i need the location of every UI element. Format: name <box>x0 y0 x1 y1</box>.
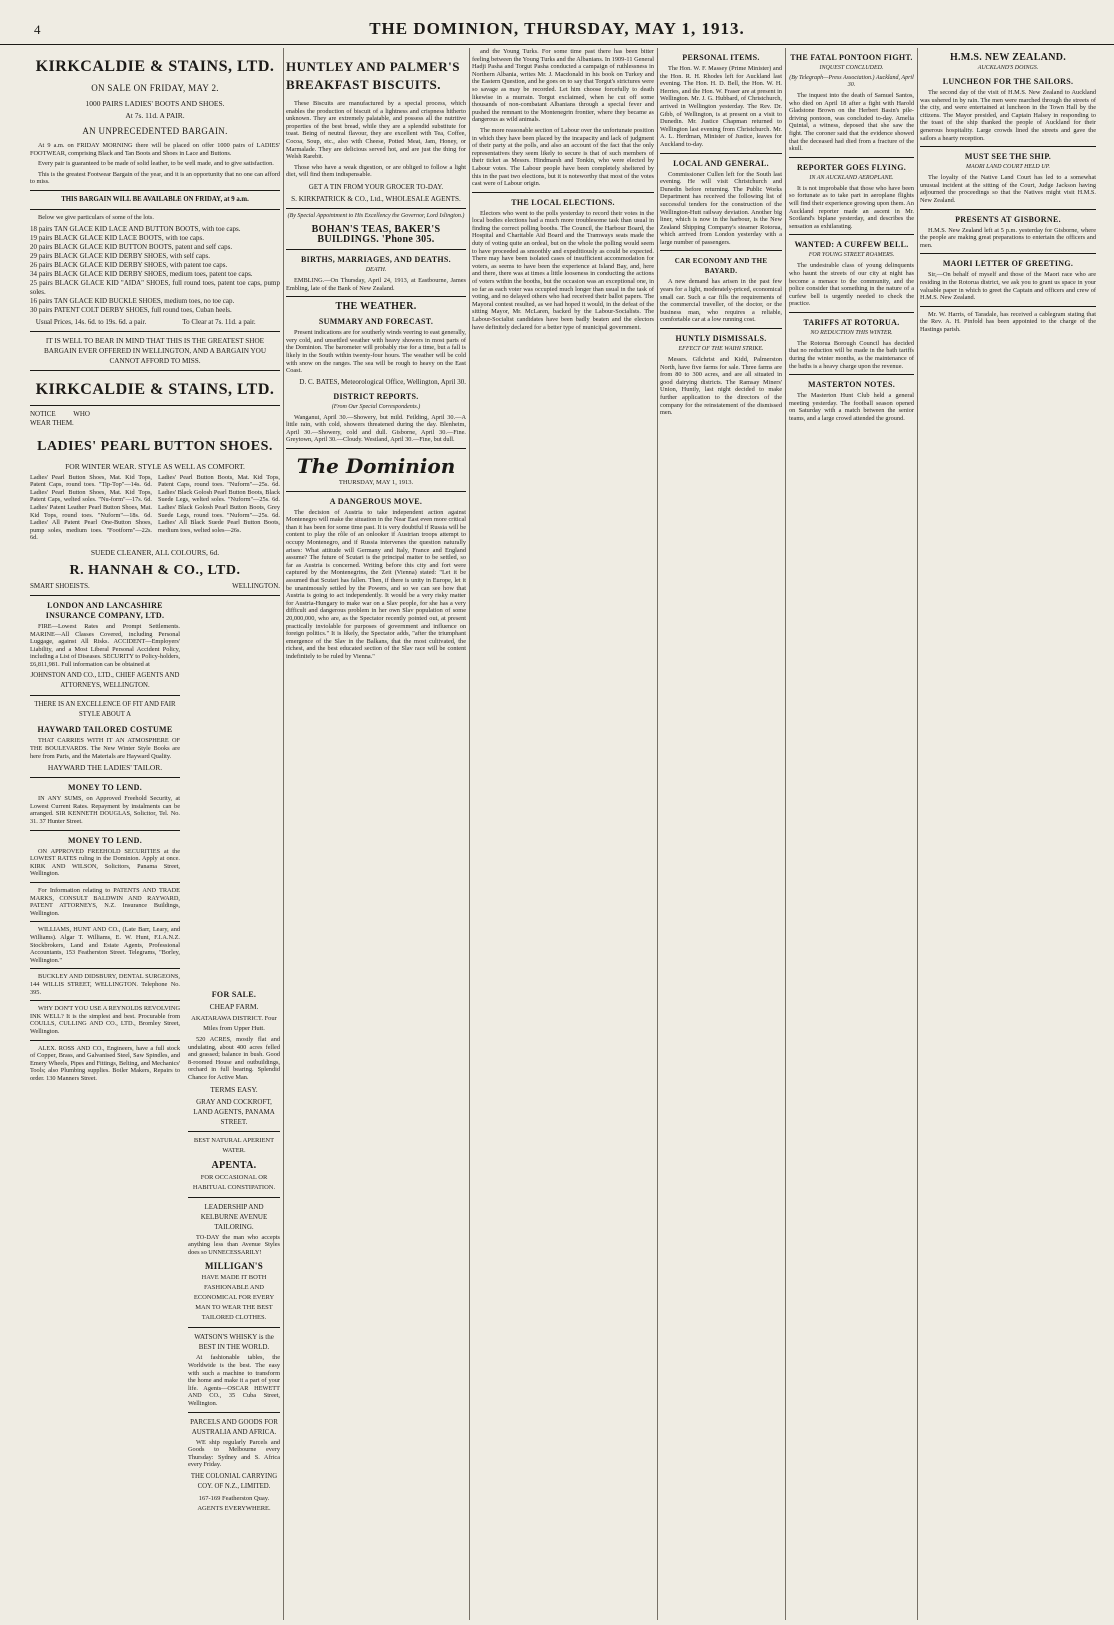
lot-item: 25 pairs BLACK GLACE KID "AIDA" SHOES, full round toes, patent toe caps, pump soles. <box>30 278 280 296</box>
divider <box>188 1197 280 1198</box>
appointment: (By Special Appointment to His Excellency the Governor, Lord Islington.) <box>287 212 465 219</box>
huntley-weak: Those who have a weak digestion, or are obliged to follow a light diet, will find them indispensable. <box>286 163 466 179</box>
johnston-agents: JOHNSTON AND CO., LTD., CHIEF AGENTS AND ATTORNEYS, WELLINGTON. <box>30 672 180 690</box>
lot-item: 26 pairs BLACK GLACE KID DERBY SHOES, with patent toe caps. <box>30 260 228 269</box>
column-6 <box>920 48 1096 1620</box>
money1-title: MONEY TO LEND. <box>67 783 143 793</box>
column-rule <box>657 48 658 1620</box>
divider <box>660 250 782 251</box>
column-rule <box>283 48 284 1620</box>
weather-sub: SUMMARY AND FORECAST. <box>318 317 434 327</box>
fountain-ad: WHY DON'T YOU USE A REYNOLDS REVOLVING INK WELL? It is the simplest and best. Procurable from COULLS, CULLING AND CO., LTD., Bromley Street, Wellington. <box>30 1005 180 1035</box>
divider <box>30 331 280 332</box>
kirkcaldie-title-2: KIRKCALDIE & STAINS, LTD. <box>35 380 275 398</box>
huntley-cont: and the Young Turks. For some time past there has been bitter feeling between the Young Turks and the Albanians. In 1909-11 General Hadji Pasha and Torgut Pasha conducted a campaign of ruthlessness in Northern Albania, writes Mr. J. Macdonald in his book on Turkey and the Eastern Question, and he goes on to say that Torgut's strictures were so savage as may be recorded. Let him choose forcefully to death likewise in a murrain. Torgut exclaimed, when he cut off some thousands of non-combatant Albanians through a special fever and pushed the remnant to the Montenegrin frontier, where they became as dangerous as wild animals. <box>472 48 654 124</box>
hannah-title: R. HANNAH & CO., LTD. <box>69 562 241 578</box>
leadership: LEADERSHIP AND KELBURNE AVENUE TAILORING. <box>200 1202 268 1231</box>
notice-who: NOTICE WHO WEAR THEM. <box>30 409 90 427</box>
divider <box>30 370 280 371</box>
hayward-intro: THERE IS AN EXCELLENCE OF FIT AND FAIR STYLE ABOUT A <box>34 701 176 719</box>
price-line: At 7s. 11d. A PAIR. <box>125 111 185 120</box>
closing-body: Mr. W. Harris, of Taradale, has received a cablegram stating that the Rev. A. H. Pinfold has been appointed to the charge of the Hastings parish. <box>920 310 1096 333</box>
death-head: DEATH. <box>365 266 387 273</box>
weather-title: THE WEATHER. <box>335 301 417 313</box>
lot-item: 18 pairs TAN GLACE KID LACE AND BUTTON BOOTS, with toe caps. <box>30 224 241 233</box>
divider <box>30 1000 180 1001</box>
hms-sub: AUCKLAND'S DOINGS. <box>977 65 1039 71</box>
pearl-lists <box>30 474 280 542</box>
car-body: A new demand has arisen in the past few years for a light, moderately-priced, economical small car. Such a car fills the requirements of the commercial traveller, of the doctor, or the business man, who requires a reliable, comfortable car at a low running cost. <box>660 278 782 324</box>
hms-lunch: LUNCHEON FOR THE SAILORS. <box>942 77 1074 86</box>
weather-sign: D. C. BATES, Meteorological Office, Wellington, April 30. <box>299 377 466 386</box>
apenta-sub: FOR OCCASIONAL OR HABITUAL CONSTIPATION. <box>192 1173 276 1191</box>
column-5 <box>789 48 914 1620</box>
dominion-nameplate: The Dominion <box>296 454 456 479</box>
personal-body: The Hon. W. F. Massey (Prime Minister) and the Hon. R. H. Rhodes left for Auckland last evening. The Hon. H. D. Bell, the Hon. W. H. Herries, and the Hon. W. Fraser are at present in Wellington. Mr. J. G. Hubbard, of Christchurch, arrived in Wellington yesterday. The Rev. Dr. Gibb, of Wellington, is at present on a visit to Dunedin. Mr. Justice Chapman returned to Wellington last evening from Christchurch. Mr. A. L. Herdman, Minister of Justice, leaves for Auckland to-day. <box>660 65 782 148</box>
column-rule <box>785 48 786 1620</box>
bohan-teas: BOHAN'S TEAS, BAKER'S BUILDINGS. 'Phone 305. <box>311 223 441 245</box>
bargain-line: AN UNPRECEDENTED BARGAIN. <box>82 126 228 136</box>
apenta: APENTA. <box>211 1159 257 1171</box>
divider <box>920 306 1096 307</box>
divider <box>30 695 180 696</box>
personal-title: PERSONAL ITEMS. <box>682 53 760 62</box>
divider <box>920 146 1096 147</box>
dental-ad: BUCKLEY AND DIDSBURY, DENTAL SURGEONS, 144 WILLIS STREET, WELLINGTON. Telephone No. 395. <box>30 973 180 996</box>
lot-item: 34 pairs BLACK GLACE KID DERBY SHOES, medium toes, patent toe caps. <box>30 269 253 278</box>
column-2 <box>286 48 466 1620</box>
hms-title: H.M.S. NEW ZEALAND. <box>949 52 1067 63</box>
akatarawa: AKATARAWA DISTRICT. Four Miles from Upper Hutt. <box>191 1015 277 1032</box>
huntly-title: HUNTLY DISMISSALS. <box>675 334 767 344</box>
huntley-body: These Biscuits are manufactured by a special process, which enables the production of biscuit of a lightness and crispness hitherto unknown. They are extremely palatable, and possess all the nutritive properties of the best bread, while they are a splendid substitute for toast. Being of neutral flavour, they are excellent with Tea, Coffee, Cocoa, Soup, etc., also with Cheese, Potted Meat, Jam, Honey, or Marmalade. They are delicious served hot, and are just the thing for Welsh Rarebit. <box>286 100 466 161</box>
divider <box>789 234 914 235</box>
page-number: 4 <box>34 22 41 37</box>
money2-body: ON APPROVED FREEHOLD SECURITIES at the LOWEST RATES ruling in the Dominion. Apply at once. KIRK AND WILSON, Solicitors, Panama Street, Wellington. <box>30 847 180 878</box>
friday-notice: THIS BARGAIN WILL BE AVAILABLE ON FRIDAY, at 9 a.m. <box>61 195 249 203</box>
lot-item: 16 pairs TAN GLACE KID BUCKLE SHOES, medium toes, no toe cap. <box>30 296 235 305</box>
reporter-body: It is not improbable that those who have been so fortunate as to take part in aeroplane flights will find their experience growing upon them. An Auckland reporter made an ascent in Mr. Scotland's biplane yesterday, and describes the sensation as exhilarating. <box>789 184 914 230</box>
divider <box>789 312 914 313</box>
pearl-sub: FOR WINTER WEAR. STYLE AS WELL AS COMFORT. <box>65 461 245 471</box>
divider <box>188 1131 280 1132</box>
sale-guarantee: Every pair is guaranteed to be made of solid leather, to be well made, and to give satisfaction. <box>38 160 274 168</box>
divider <box>30 777 180 778</box>
milligan: MILLIGAN'S <box>204 1261 263 1272</box>
lot-item: 19 pairs BLACK GLACE KID LACE BOOTS, with toe caps. <box>30 233 205 242</box>
hannah-sub: SMART SHOEISTS. <box>30 581 90 590</box>
pearl-title: LADIES' PEARL BUTTON SHOES. <box>37 438 273 454</box>
curfew-title: WANTED: A CURFEW BELL. <box>794 240 909 250</box>
colonial: THE COLONIAL CARRYING COY. OF N.Z., LIMITED. <box>190 1472 278 1490</box>
tariffs-title: TARIFFS AT ROTORUA. <box>803 317 900 327</box>
tariffs-sub: NO REDUCTION THIS WINTER. <box>810 329 893 336</box>
pearl-right: Ladies' Pearl Button Boots, Mat. Kid Tops, Patent Caps, round toes. "Nuform"—25s. 6d. Ladies' Black Golosh Pearl Button Boots, Black Suede Legs, welted soles. "Nuform"—25s. 6d. Ladies' Black Golosh Pearl Button Boots, Grey Suede Legs, round toes. "Nuform"—25s. 6d. Ladies' All Black Suede Pearl Button Boots, medium toes, welted soles—26s. <box>158 473 280 534</box>
divider <box>188 1412 280 1413</box>
column-3 <box>472 48 654 1620</box>
divider <box>789 374 914 375</box>
money2-title: MONEY TO LEND. <box>67 835 143 845</box>
london-body: FIRE—Lowest Rates and Prompt Settlements. MARINE—All Classes Covered, including Personal Luggage, against All Risks. ACCIDENT—Employers' Liability, and a Most Liberal Personal Accident Policy, including a List of Diseases. SECURITY to Policy-holders, £6,811,981. Full information can be obtained at <box>30 622 180 668</box>
pearl-left: Ladies' Pearl Button Shoes, Mat. Kid Tops, Patent Caps, round toes. "Tip-Top"—14s. 6d. Ladies' Pearl Button Shoes, Mat. Kid Tops, Patent Caps, welted soles. "Nu-form"—17s. 6d. Ladies' Patent Leather Pearl Button Shoes, Mat. Kid Tops, round toes. "Nuform"—18s. 6d. Ladies' All Patent Pearl One-Button Shoes, pump soles, medium toes. "Footform"—22s. 6d. <box>30 473 152 542</box>
maori-body: Sir,—On behalf of myself and those of the Maori race who are residing in the Rotorua district, we ask you to grant us space in your valuable paper in which to greet the Captain and officers and crew of H.M.S. New Zealand. <box>920 271 1096 302</box>
divider <box>286 249 466 250</box>
column-1-right-ads <box>188 985 280 1615</box>
divider <box>920 253 1096 254</box>
divider <box>472 192 654 193</box>
patents-ad: For Information relating to PATENTS AND TRADE MARKS, CONSULT BALDWIN AND RAYWARD, PATENT ATTORNEYS, N.Z. Insurance Buildings, Wellington. <box>30 887 180 917</box>
london-title: LONDON AND LANCASHIRE INSURANCE COMPANY, LTD. <box>45 600 165 620</box>
kirkcaldie-title: KIRKCALDIE & STAINS, LTD. <box>35 58 275 75</box>
reporter-title: REPORTER GOES FLYING. <box>796 162 907 172</box>
column-rule <box>469 48 470 1620</box>
ross-ad: ALEX. ROSS AND CO., Engineers, have a full stock of Copper, Brass, and Galvanised Steel, Saw Spindles, and Emery Wheels, Pipes and Fittings, Belting, and Mechanics' Tools; also Plumbing supplies. Boiler Makers, Repairs to order. 130 Manners Street. <box>30 1044 180 1082</box>
col1-classifieds <box>30 601 180 1083</box>
presents-body: H.M.S. New Zealand left at 5 p.m. yesterday for Gisborne, where the people are making great preparations to entertain the officers and men. <box>920 226 1096 249</box>
lot-item: 29 pairs BLACK GLACE KID DERBY SHOES, with self caps. <box>30 251 210 260</box>
district-head: DISTRICT REPORTS. <box>333 391 419 401</box>
divider <box>30 968 180 969</box>
move-body: The decision of Austria to take independent action against Montenegro will make the situation in the Near East even more critical than it has been for some time past. It is very doubtful if Russia will be content to play the rôle of an onlooker if Austrian troops attempt to occupy Montenegro, and if Russia intervenes the question naturally arises: What attitude will Germany and Italy, France and England assume? The future of Scutari is the principal matter to be settled, so far as Austria is concerned. Writing before this city and fort were captured by the Montenegrins, the Zeit (Vienna) stated: "Let it be assumed that Scutari has fallen. Then, if there is unity in Europe, let it be unanimously settled by the Powers, and so we can see how that Austria is going to act independently. It would be a very risky matter for Austria-Hungary to make war on a Slav people, for she has a very difficult and dangerous problem in her own Slav population of some 20,000,000, who are, as the Spectator recently pointed out, at present practically inviolable for purposes of government and influence on foreign politics." It is likely, the Spectator adds, "after the triumphant emergence of the Slav in the Balkans, that the most cultivated, the richest, and the best educated section of the Slav race will be content indefinitely to be ruled by Vienna." <box>286 508 466 660</box>
parcels-body: WE ship regularly Parcels and Goods to Melbourne every Thursday: Sydney and S. Africa every Friday. <box>188 1438 280 1469</box>
huntley-title: HUNTLEY AND PALMER'S BREAKFAST BISCUITS. <box>286 59 460 92</box>
masterton-body: The Masterton Hunt Club held a general meeting yesterday. The football season opened on Saturday with a match between the senior teams, and a large crowd attended the ground. <box>789 392 914 423</box>
masterton-title: MASTERTON NOTES. <box>807 380 896 390</box>
apenta-lead: BEST NATURAL APERIENT WATER. <box>193 1136 275 1154</box>
huntley-grocer: GET A TIN FROM YOUR GROCER TO-DAY. <box>308 182 444 191</box>
pontoon-dateline: (By Telegraph—Press Association.) Auckland, April 30. <box>789 75 914 88</box>
maori-title: MAORI LETTER OF GREETING. <box>942 259 1074 269</box>
sale-intro: At 9 a.m. on FRIDAY MORNING there will be placed on offer 1000 pairs of LADIES' FOOTWEAR, comprising Black and Tan Boots and Shoes in Lace and Buttons. <box>30 142 280 157</box>
huntly-sub: EFFECT OF THE WAIHI STRIKE. <box>678 346 764 353</box>
move-title: A DANGEROUS MOVE. <box>329 496 423 506</box>
ship-sub: MAORI LAND COURT HELD UP. <box>966 164 1050 171</box>
cheap-farm: CHEAP FARM. <box>209 1002 259 1011</box>
remember-notice: IT IS WELL TO BEAR IN MIND THAT THIS IS THE GREATEST SHOE BARGAIN EVER OFFERED IN WELLINGTON, AND A BARGAIN YOU CANNOT AFFORD TO MISS. <box>43 336 267 365</box>
election-body: Electors who went to the polls yesterday to record their votes in the local bodies elections had a much more troublesome task than usual in finding the correct polling booths. The Council, the Harbour Board, the Hospital and Charitable Aid Board and the Tramways seats made the duty of voting quite an ordeal, but on the whole the polling would seem to have proceeded as smoothly and expeditiously as could be expected. There may have been isolated cases of insufficient accommodation for voters, as seems to have been the experience at Island Bay, and, here and there, there was at times a little looseness in conducting the actions of voters within the booths, but the occasion was an exceptional one, in so far as each voter was occupied much longer than usual in the task of voting, and no delayed others who had received their ballot papers. The Mayoral contest resulted, as we had hoped it would, in the defeat of the sitting Mayor, Mr. McLaren, backed by the Labour-Socialists. The Labour-Socialist candidates have been badly beaten and the electors have definitely declared for a better type of municipal government. <box>472 209 654 331</box>
milligan-body: HAVE MADE IT BOTH FASHIONABLE AND ECONOMICAL FOR EVERY MAN TO WEAR THE BEST TAILORED CLOTHES. <box>193 1274 275 1322</box>
for-sale: FOR SALE. <box>211 990 257 999</box>
divider <box>30 190 280 191</box>
divider <box>660 328 782 329</box>
death-body: EMBLING.—On Thursday, April 24, 1913, at Eastbourne, James Embling, late of the Bank of New Zealand. <box>286 276 466 292</box>
farm-body: 520 ACRES, mostly flat and undulating, about 400 acres felled and grassed; balance in bush. Good 8-roomed House and outbuildings, orchard in full bearing. Splendid Chance for Active Man. <box>188 1036 280 1081</box>
masthead <box>0 0 1114 45</box>
hms-body: The second day of the visit of H.M.S. New Zealand to Auckland was ushered in by rain. The men were marched through the streets of the city, and were entertained at luncheon in the Town Hall by the citizens. The Mayor presided, and Captain Halsey in responding to the toast of the ship thanked the people of Auckland for their generous hospitality. Large crowds lined the streets and gave the sailors a hearty reception. <box>920 89 1096 142</box>
divider <box>188 1327 280 1328</box>
curfew-body: The undesirable class of young delinquents who haunt the streets of our city at night has become a menace to the community, and the police consider that something in the nature of a curfew bell is urgently needed to check the practice. <box>789 262 914 308</box>
local-body: Commissioner Cullen left for the South last evening. He will visit Christchurch and Dunedin before returning. The Public Works Department has received the following list of successful tenders for the construction of the Wellington-Hutt railway deviation. Another big liner, which is now in the harbour, is the New Zealand Shipping Company's steamer Rotorua, which arrived from London yesterday with a large number of passengers. <box>660 170 782 246</box>
car-title: CAR ECONOMY AND THE BAYARD. <box>674 257 768 276</box>
pontoon-title: THE FATAL PONTOON FIGHT. <box>790 53 913 62</box>
divider <box>286 208 466 209</box>
williams-ad: WILLIAMS, HUNT AND CO., (Late Barr, Leary, and Williams). Algar T. Williams, E. W. Hunt, F.I.A.N.Z. Stockbrokers, Land and Estate Agents, Professional Accountants, 153 Featherston Street. Telegrams, "Borley, Wellington." <box>30 926 180 964</box>
terms-easy: TERMS EASY. <box>210 1084 258 1094</box>
reporter-sub: IN AN AUCKLAND AEROPLANE. <box>809 174 894 181</box>
pontoon-body: The inquest into the death of Samuel Santos, who died on April 18 after a fight with Harold Gladstone Brown on the Herbert Basin's pile-driving pontoon, was concluded to-day. Amelia Quintal, a witness, deposed that she saw the fight. The coroner said that the evidence showed that the deceased had died from a fracture of the skull. <box>789 92 914 153</box>
divider <box>286 448 466 449</box>
hannah-sub-row <box>30 582 280 591</box>
today-ad: TO-DAY the man who accepts anything less than Avenue Styles does so UNNECESSARILY! <box>188 1233 280 1256</box>
watson: WATSON'S WHISKY is the BEST IN THE WORLD. <box>194 1333 274 1352</box>
divider <box>789 157 914 158</box>
hayward-body: THAT CARRIES WITH IT AN ATMOSPHERE OF THE BOULEVARDS. The New Winter Style Books are here from Paris, and the Materials are Hayward Quality. <box>30 737 180 760</box>
suede-cleaner: SUEDE CLEANER, ALL COLOURS, 6d. <box>90 547 220 557</box>
district-body: Wanganui, April 30.—Showery, but mild. Feilding, April 30.—A little rain, with cold, showers threatened during the day. Blenheim, April 30.—Showery, cold and dull. Gisborne, April 30.—Fine. Greytown, April 30.—Cloudy. Westland, April 30.—Fine, but dull. <box>286 413 466 444</box>
divider <box>30 882 180 883</box>
lots-intro: Below we give particulars of some of the lots. <box>38 213 154 221</box>
masthead-title: THE DOMINION, THURSDAY, MAY 1, 1913. <box>369 19 745 38</box>
divider <box>30 405 280 406</box>
ship-title: MUST SEE THE SHIP. <box>964 152 1052 162</box>
parcels: PARCELS AND GOODS FOR AUSTRALIA AND AFRICA. <box>190 1417 278 1436</box>
kirkpatrick: S. KIRKPATRICK & CO., Ltd., WHOLESALE AGENTS. <box>291 194 461 203</box>
divider <box>30 209 280 210</box>
divider <box>920 209 1096 210</box>
divider <box>30 595 280 596</box>
usual-prices: Usual Prices, 14s. 6d. to 19s. 6d. a pair. <box>35 317 147 326</box>
divider <box>30 1040 180 1041</box>
gray-cockroft: GRAY AND COCKROFT, LAND AGENTS, PANAMA STREET. <box>193 1097 275 1126</box>
huntly-body: Messrs. Gilchrist and Kidd, Palmerston North, have five farms for sale. Three farms are from 80 to 300 acres, and are all situated in good dairying districts. The Ramsay Miners' Union, Huntly, last night decided to make further application to the directors of the company for the reinstatement of the dismissed men. <box>660 356 782 417</box>
tariffs-body: The Rotorua Borough Council has decided that no reduction will be made in the bath tariffs during the winter months, as the maintenance of the baths is a heavy charge upon the revenue. <box>789 339 914 370</box>
births-head: BIRTHS, MARRIAGES, AND DEATHS. <box>301 254 451 264</box>
divider <box>286 296 466 297</box>
sale-greatest: This is the greatest Footwear Bargain of the year, and it is an opportunity that no one can afford to miss. <box>30 170 280 186</box>
lot-item: 20 pairs BLACK GLACE KID BUTTON BOOTS, patent and self caps. <box>30 242 233 251</box>
hayward-sign: HAYWARD THE LADIES' TAILOR. <box>47 763 163 773</box>
price-row <box>30 318 280 327</box>
divider <box>286 491 466 492</box>
sale-line: ON SALE ON FRIDAY, MAY 2. <box>91 83 219 93</box>
presents-title: PRESENTS AT GISBORNE. <box>955 214 1061 224</box>
watson-body: At fashionable tables, the Worldwide is the best. The easy with such a machine to transform the home and make it a part of your life. Agents—OSCAR HEWETT AND CO., 35 Cuba Street, Wellington. <box>188 1354 280 1407</box>
district-sub: (From Our Special Correspondents.) <box>331 403 421 410</box>
election-title: THE LOCAL ELECTIONS. <box>511 197 615 207</box>
hayward-title: HAYWARD TAILORED COSTUME <box>37 725 173 735</box>
local-title: LOCAL AND GENERAL. <box>673 158 769 168</box>
hannah-city: WELLINGTON. <box>232 581 280 590</box>
money1-body: IN ANY SUMS, on Approved Freehold Security, at Lowest Current Rates. Repayment by instalments can be arranged. SIR KENNETH DOUGLAS, Solicitor, Tel. No. 31. 37 Hunter Street. <box>30 795 180 826</box>
pairs-line: 1000 PAIRS LADIES' BOOTS AND SHOES. <box>85 99 225 108</box>
divider <box>30 830 180 831</box>
column-rule <box>917 48 918 1620</box>
column-4 <box>660 48 782 1620</box>
ship-body: The loyalty of the Native Land Court has led to a somewhat unusual incident at the sitting of the Court, Judge Jackson having adjourned the proceedings so that the Natives might visit H.M.S. New Zealand. <box>920 174 1096 204</box>
weather-body: Present indications are for southerly winds veering to east generally, very cold, and unsettled weather with heavy showers in most parts of the Dominion. The barometer will probably rise for a time, but a fall is likely in the South within twenty-four hours. The weather will be cold with snow on the ranges. The sea will be rough to heavy on the East Coast. <box>286 329 466 375</box>
divider <box>30 921 180 922</box>
ibid-body: The more reasonable section of Labour over the unfortunate position in which they have been placed by the incapacity and lack of judgment of their party at the polls, and also an account of the fact that the only representatives they seem likely to secure is that of such members of their ticket as Messrs. Hindmarsh and Tonkin, who were elected by Labour votes. The Labour people have been completely sheltered by this in the past two elections, but it is noteworthy that most of the votes cast were of Labour origin. <box>472 126 654 188</box>
clear-price: To Clear at 7s. 11d. a pair. <box>182 317 256 326</box>
pontoon-sub: INQUEST CONCLUDED. <box>819 65 884 71</box>
divider <box>660 153 782 154</box>
dominion-date: THURSDAY, MAY 1, 1913. <box>338 479 414 487</box>
curfew-sub: FOR YOUNG STREET ROAMERS. <box>808 252 895 259</box>
lot-item: 30 pairs PATENT COLT DERBY SHOES, full round toes, Cuban heels. <box>30 305 232 314</box>
colonial-body: 167-169 Featherston Quay. AGENTS EVERYWHERE. <box>197 1494 271 1512</box>
